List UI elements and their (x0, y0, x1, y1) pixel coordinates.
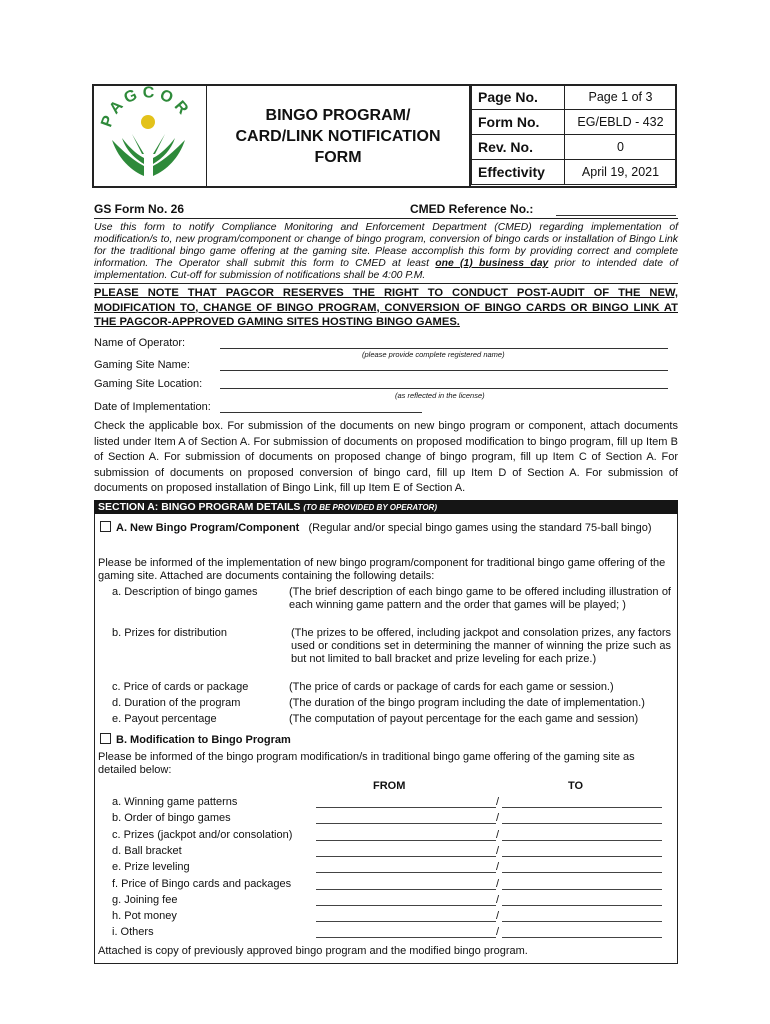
intro-note-text: Use this form to notify Compliance Monitoring and Enforcement Department (CMED) regarding implementation of modification/s to, new program/component or change of bingo program, conversion of bingo cards or installation of Bingo Link for the traditional bingo game offering at the gaming site. Please accomplish this form by providing correct and complete information. The Operator shall submit this form to CMED at least (94, 222, 678, 269)
from-label: FROM (373, 780, 406, 792)
from-field[interactable] (316, 823, 496, 824)
from-to-separator: / (496, 828, 500, 841)
pagcor-logo (92, 84, 205, 186)
item-a-heading (100, 521, 672, 535)
site-name-field[interactable] (220, 370, 668, 371)
item-a-desc: (The duration of the bingo program including the date of implementation.) (289, 697, 645, 709)
item-a-desc: (Regular and/or special bingo games using the standard 75-ball bingo) (308, 522, 652, 534)
operator-field[interactable] (220, 348, 668, 349)
item-a-label: c. Price of cards or package (112, 681, 249, 693)
from-to-separator: / (496, 926, 500, 939)
from-to-separator: / (496, 893, 500, 906)
from-to-separator: / (496, 812, 500, 825)
title-line-2: CARD/LINK NOTIFICATION (235, 127, 441, 145)
from-to-separator: / (496, 861, 500, 874)
from-to-separator: / (496, 910, 500, 923)
title-line-1: BINGO PROGRAM/ (265, 106, 411, 124)
from-field[interactable] (316, 807, 496, 808)
date-impl-label: Date of Implementation: (94, 401, 211, 413)
logo-cell (92, 84, 207, 188)
divider (94, 218, 678, 219)
to-field[interactable] (502, 889, 662, 890)
meta-table (471, 84, 677, 185)
from-field[interactable] (316, 872, 496, 873)
item-a-label: d. Duration of the program (112, 697, 241, 709)
section-a-header (94, 500, 678, 514)
meta-value: 0 (565, 135, 677, 160)
item-b-intro: Please be informed of the bingo program modification/s in traditional bingo game offering of the gaming site as detailed below: (98, 751, 635, 776)
intro-note (94, 222, 678, 282)
section-a-title: SECTION A: BINGO PROGRAM DETAILS (98, 501, 301, 513)
item-b-title: B. Modification to Bingo Program (116, 734, 291, 746)
item-b-heading (100, 733, 291, 747)
from-field[interactable] (316, 889, 496, 890)
from-field[interactable] (316, 921, 496, 922)
item-b-label: c. Prizes (jackpot and/or consolation) (112, 828, 293, 841)
title-line-3: FORM (314, 148, 362, 166)
item-a-title: A. New Bingo Program/Component (116, 522, 300, 534)
meta-value: Page 1 of 3 (565, 85, 677, 110)
gs-form-no: GS Form No. 26 (94, 202, 185, 216)
meta-key: Effectivity (472, 160, 565, 185)
meta-key: Page No. (472, 85, 565, 110)
operator-hint: (please provide complete registered name) (362, 350, 505, 359)
item-b-label: g. Joining fee (112, 893, 178, 906)
svg-text:P A G C O R: P A G C O R (98, 84, 192, 130)
to-field[interactable] (502, 921, 662, 922)
operator-label: Name of Operator: (94, 337, 186, 349)
form-title (207, 84, 471, 188)
item-b-checkbox[interactable] (100, 733, 111, 744)
item-a-desc: (The price of cards or package of cards for each game or session.) (289, 681, 614, 693)
site-location-field[interactable] (220, 388, 668, 389)
site-location-label: Gaming Site Location: (94, 378, 203, 390)
to-field[interactable] (502, 840, 662, 841)
to-field[interactable] (502, 807, 662, 808)
meta-value: April 19, 2021 (565, 160, 677, 185)
item-b-label: h. Pot money (112, 910, 177, 923)
item-b-label: e. Prize leveling (112, 861, 190, 874)
item-b-label: i. Others (112, 926, 154, 939)
post-audit-notice: PLEASE NOTE THAT PAGCOR RESERVES THE RIGHT TO CONDUCT POST-AUDIT OF THE NEW, MODIFICATION TO, CHANGE OF BINGO PROGRAM, CONVERSION OF BINGO CARDS OR BINGO LINK AT THE PAGCOR-APPROVED GAMING SITES HOSTING BINGO GAMES. (94, 287, 678, 328)
item-a-desc: (The brief description of each bingo game to be offered including illustration of each winning game pattern and the order that games will be played; ) (289, 586, 671, 611)
item-a-desc: (The prizes to be offered, including jackpot and consolation prizes, any factors used or conditions set in determining the manner of winning the prize such as but not limited to ball bracket and prize leveling for each prize.) (291, 627, 671, 665)
meta-value: EG/EBLD - 432 (565, 110, 677, 135)
from-to-separator: / (496, 844, 500, 857)
meta-key: Rev. No. (472, 135, 565, 160)
divider (94, 283, 678, 284)
item-a-label: a. Description of bingo games (112, 586, 258, 598)
cmed-ref-field[interactable] (556, 215, 676, 216)
from-field[interactable] (316, 905, 496, 906)
intro-note-emph: one (1) business day (435, 258, 549, 269)
location-hint: (as reflected in the license) (395, 391, 485, 400)
from-to-separator: / (496, 877, 500, 890)
from-to-separator: / (496, 796, 500, 808)
from-field[interactable] (316, 856, 496, 857)
to-field[interactable] (502, 905, 662, 906)
from-field[interactable] (316, 937, 496, 938)
item-b-label: b. Order of bingo games (112, 812, 231, 825)
item-a-label: b. Prizes for distribution (112, 627, 227, 639)
item-a-intro: Please be informed of the implementation of new bingo program/component for traditional bingo game offering of the gaming site. Attached are documents containing the following details: (98, 557, 666, 582)
item-b-label: f. Price of Bingo cards and packages (112, 877, 292, 890)
section-a-note: (TO BE PROVIDED BY OPERATOR) (303, 503, 437, 512)
to-field[interactable] (502, 823, 662, 824)
item-b-footer: Attached is copy of previously approved bingo program and the modified bingo program. (98, 945, 528, 957)
item-b-label: a. Winning game patterns (112, 796, 238, 808)
site-name-label: Gaming Site Name: (94, 359, 190, 371)
date-impl-field[interactable] (220, 412, 422, 413)
item-b-label: d. Ball bracket (112, 844, 182, 857)
to-field[interactable] (502, 856, 662, 857)
item-a-label: e. Payout percentage (112, 713, 217, 725)
to-label: TO (568, 780, 584, 792)
to-field[interactable] (502, 872, 662, 873)
to-field[interactable] (502, 937, 662, 938)
from-field[interactable] (316, 840, 496, 841)
item-a-desc: (The computation of payout percentage for the each game and session) (289, 713, 639, 725)
meta-key: Form No. (472, 110, 565, 135)
cmed-ref-label: CMED Reference No.: (410, 202, 534, 216)
instructions: Check the applicable box. For submission of the documents on new bingo program or component, attach documents listed under Item A of Section A. For submission of documents on proposed modification to bingo program, fill up Item B of Section A. For submission of documents on proposed change of bingo program, fill up Item C of Section A. For submission of documents on proposed conversion of bingo card, fill up Item D of Section A. For submission of documents on proposed installation of Bingo Link, fill up Item E of Section A. (94, 420, 678, 494)
intro-note-end: prior to intended date of implementation. Cut-off for submission of notifications shall be 4:00 P.M. (94, 258, 679, 281)
item-a-checkbox[interactable] (100, 521, 111, 532)
